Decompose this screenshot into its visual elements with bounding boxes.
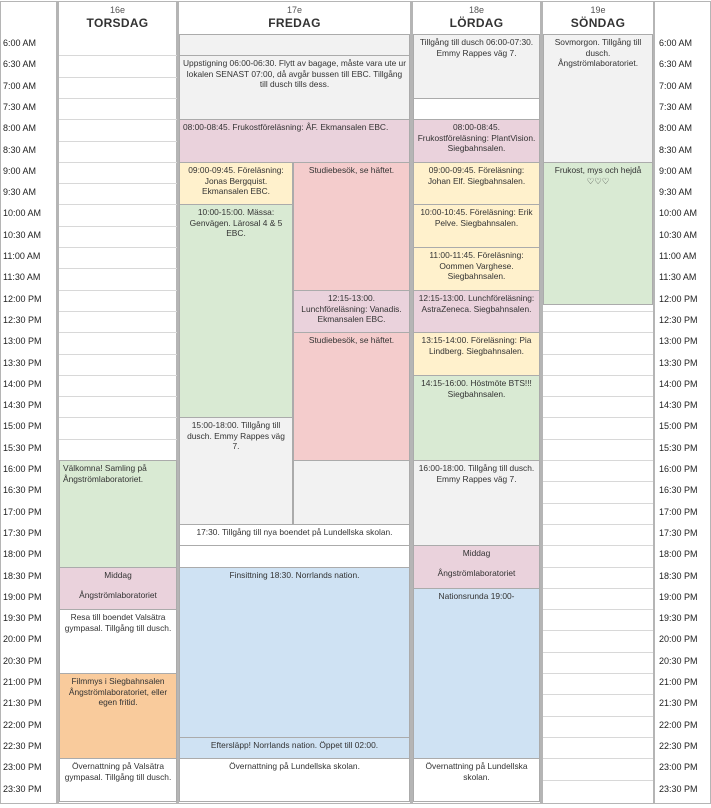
schedule-event (179, 737, 410, 759)
time-label-right: 17:30 PM (659, 528, 698, 538)
time-label-left: 14:00 PM (3, 379, 42, 389)
grid-line (59, 204, 177, 205)
day-date: 17e (286, 5, 303, 15)
grid-line (543, 481, 653, 482)
event-text: Studiebesök, se häftet. (308, 165, 395, 175)
schedule-event (179, 524, 410, 546)
event-text: Övernattning på Valsätra gympasal. Tillgång till dusch. (64, 761, 172, 782)
grid-line (543, 375, 653, 376)
event-text: 15:00-18:00. Tillgång till dusch. Emmy Rappes väg 7. (187, 420, 285, 452)
schedule-event (413, 290, 540, 333)
event-text: 12:15-13:00. Lunchföreläsning: AstraZeneca. Siegbahnsalen. (418, 293, 535, 314)
day-date: 19e (590, 5, 606, 15)
time-label-right: 20:30 PM (659, 656, 698, 666)
schedule-event (413, 758, 540, 802)
schedule-event (59, 758, 177, 802)
time-label-left: 19:30 PM (3, 613, 42, 623)
event-text: Tillgång till dusch 06:00-07:30. Emmy Rappes väg 7. (419, 37, 534, 58)
schedule-event (543, 162, 653, 305)
event-text: 10:00-15:00. Mässa: Genvägen. Lärosal 4 & 5 EBC. (189, 207, 283, 239)
time-label-right: 22:00 PM (659, 720, 698, 730)
time-label-left: 15:00 PM (3, 421, 42, 431)
time-label-left: 8:00 AM (3, 123, 37, 133)
schedule-event (179, 204, 293, 418)
grid-line (59, 162, 177, 163)
grid-line (543, 630, 653, 631)
schedule-event (293, 290, 410, 333)
grid-line (59, 396, 177, 397)
grid-line (543, 673, 653, 674)
schedule-event (179, 119, 410, 163)
time-label-right: 12:00 PM (659, 294, 698, 304)
time-label-left: 11:00 AM (3, 251, 41, 261)
grid-line (543, 652, 653, 653)
schedule-event (413, 98, 540, 120)
schedule-event (413, 247, 540, 291)
schedule-event (59, 460, 177, 568)
grid-line (59, 55, 177, 56)
time-label-right: 11:30 AM (659, 272, 697, 282)
schedule-event (179, 417, 293, 525)
event-text: Studiebesök, se häftet. (308, 335, 395, 345)
grid-line (59, 77, 177, 78)
event-location: Ångströmlaboratoriet (79, 589, 157, 600)
grid-line (59, 311, 177, 312)
time-label-right: 16:30 PM (659, 485, 698, 495)
time-label-left: 18:30 PM (3, 571, 42, 581)
schedule-event (413, 119, 540, 163)
schedule-event (179, 758, 410, 802)
time-label-left: 13:00 PM (3, 336, 42, 346)
time-label-left: 6:00 AM (3, 38, 37, 48)
grid-line (543, 716, 653, 717)
schedule-event (59, 673, 177, 759)
event-text: Filmmys i Siegbahnsalen Ångströmlaboratoriet, eller egen fritid. (68, 676, 168, 708)
time-label-right: 11:00 AM (659, 251, 697, 261)
schedule-event (59, 609, 177, 674)
schedule-event (59, 567, 177, 610)
event-text: 17:30. Tillgång till nya boendet på Lundellska skolan. (196, 527, 393, 537)
time-label-left: 20:00 PM (3, 634, 42, 644)
event-text: 14:15-16:00. Höstmöte BTS!!! Siegbahnsalen. (421, 378, 532, 399)
time-label-right: 10:00 AM (659, 208, 698, 218)
day-header-fredag (179, 2, 410, 35)
event-text: 13:15-14:00. Föreläsning: Pia Lindberg. Siegbahnsalen. (421, 335, 532, 356)
schedule-event (413, 332, 540, 376)
time-label-right: 8:30 AM (659, 145, 693, 155)
event-text: 16:00-18:00. Tillgång till dusch. Emmy Rappes väg 7. (418, 463, 535, 484)
time-label-left: 11:30 AM (3, 272, 41, 282)
schedule-event (179, 162, 293, 205)
event-text: 09:00-09:45. Föreläsning: Johan Elf. Siegbahnsalen. (427, 165, 526, 186)
grid-line (543, 588, 653, 589)
time-label-left: 21:00 PM (3, 677, 42, 687)
event-text: Välkomna! Samling på Ångströmlaboratoriet. (63, 463, 147, 484)
time-label-right: 7:00 AM (659, 81, 693, 91)
grid-line (59, 141, 177, 142)
time-label-left: 22:00 PM (3, 720, 42, 730)
schedule-event (293, 162, 410, 291)
time-label-right: 19:30 PM (659, 613, 698, 623)
day-name: TORSDAG (86, 16, 149, 30)
time-label-left: 19:00 PM (3, 592, 42, 602)
time-label-left: 12:30 PM (3, 315, 42, 325)
time-label-left: 10:00 AM (3, 208, 42, 218)
time-label-right: 18:30 PM (659, 571, 698, 581)
grid-line (543, 439, 653, 440)
event-text: Middag (104, 570, 132, 580)
time-label-left: 15:30 PM (3, 443, 42, 453)
grid-line (59, 183, 177, 184)
time-label-right: 6:30 AM (659, 59, 693, 69)
grid-line (543, 780, 653, 781)
time-label-right: 18:00 PM (659, 549, 698, 559)
event-text: 12:15-13:00. Lunchföreläsning: Vanadis. Ekmansalen EBC. (301, 293, 402, 325)
event-text: Sovmorgon. Tillgång till dusch. Ångströmlaboratoriet. (554, 37, 642, 69)
time-label-right: 12:30 PM (659, 315, 698, 325)
time-label-right: 8:00 AM (659, 123, 693, 133)
event-text: Uppstigning 06:00-06:30. Flytt av bagage, måste vara ute ur lokalen SENAST 07:00, då avgår bussen till EBC. Tillgång till dusch tills dess. (183, 58, 407, 90)
schedule-event (413, 588, 540, 759)
event-text: 10:00-10:45. Föreläsning: Erik Pelve. Siegbahnsalen. (420, 207, 533, 228)
time-label-left: 17:00 PM (3, 507, 42, 517)
schedule-event (413, 375, 540, 461)
grid-line (59, 290, 177, 291)
grid-line (59, 226, 177, 227)
grid-line (59, 354, 177, 355)
time-label-right: 13:00 PM (659, 336, 698, 346)
grid-line (543, 417, 653, 418)
time-label-left: 16:30 PM (3, 485, 42, 495)
event-text: Eftersläpp! Norrlands nation. Öppet till 02:00. (210, 740, 379, 750)
time-label-right: 14:00 PM (659, 379, 698, 389)
schedule-event (293, 460, 410, 525)
time-label-right: 22:30 PM (659, 741, 698, 751)
time-label-left: 21:30 PM (3, 698, 42, 708)
time-label-right: 23:30 PM (659, 784, 698, 794)
time-label-right: 20:00 PM (659, 634, 698, 644)
time-label-right: 17:00 PM (659, 507, 698, 517)
grid-line (59, 332, 177, 333)
time-label-right: 9:00 AM (659, 166, 693, 176)
time-label-right: 21:00 PM (659, 677, 698, 687)
time-label-left: 22:30 PM (3, 741, 42, 751)
event-text: 09:00-09:45. Föreläsning: Jonas Bergquist. Ekmansalen EBC. (188, 165, 284, 197)
schedule-event (413, 460, 540, 546)
grid-line (543, 567, 653, 568)
schedule-event (179, 34, 410, 56)
time-label-right: 15:30 PM (659, 443, 698, 453)
event-text: Övernattning på Lundellska skolan. (425, 761, 528, 782)
schedule-event (179, 55, 410, 120)
schedule-event (413, 162, 540, 205)
grid-line (543, 737, 653, 738)
event-text: Frukost, mys och hejdå ♡♡♡ (554, 165, 642, 186)
time-label-left: 13:30 PM (3, 358, 42, 368)
time-label-right: 10:30 AM (659, 230, 698, 240)
grid-line (543, 503, 653, 504)
time-label-left: 14:30 PM (3, 400, 42, 410)
event-text: Resa till boendet Valsätra gympasal. Tillgång till dusch. (64, 612, 172, 633)
day-header-sondag (543, 2, 653, 35)
day-name: FREDAG (268, 16, 321, 30)
time-label-left: 7:00 AM (3, 81, 37, 91)
grid-line (59, 268, 177, 269)
day-date: 16e (109, 5, 126, 15)
day-header-torsdag (59, 2, 176, 35)
event-text: Nationsrunda 19:00- (438, 591, 515, 601)
event-text: 11:00-11:45. Föreläsning: Oommen Varghese. Siegbahnsalen. (429, 250, 524, 282)
event-text: Middag (462, 548, 491, 558)
time-label-right: 16:00 PM (659, 464, 698, 474)
schedule-event (293, 332, 410, 461)
event-text: 08:00-08:45. Frukostföreläsning: PlantVision. Siegbahnsalen. (417, 122, 536, 154)
schedule-event (179, 567, 410, 738)
grid-line (59, 417, 177, 418)
time-label-left: 17:30 PM (3, 528, 42, 538)
grid-line (543, 545, 653, 546)
event-text: Övernattning på Lundellska skolan. (229, 761, 360, 771)
grid-line (543, 609, 653, 610)
time-label-right: 21:30 PM (659, 698, 698, 708)
time-label-left: 7:30 AM (3, 102, 37, 112)
schedule-event (543, 34, 653, 163)
grid-line (59, 375, 177, 376)
schedule-event (179, 545, 410, 568)
time-label-left: 23:30 PM (3, 784, 42, 794)
time-label-right: 19:00 PM (659, 592, 698, 602)
grid-line (59, 98, 177, 99)
time-label-right: 13:30 PM (659, 358, 698, 368)
time-label-right: 6:00 AM (659, 38, 693, 48)
grid-line (543, 758, 653, 759)
time-label-right: 14:30 PM (659, 400, 698, 410)
time-label-left: 8:30 AM (3, 145, 37, 155)
time-label-left: 9:30 AM (3, 187, 37, 197)
day-date: 18e (468, 5, 485, 15)
schedule-event (413, 34, 540, 99)
time-label-right: 9:30 AM (659, 187, 693, 197)
day-header-lordag (413, 2, 540, 35)
grid-line (543, 332, 653, 333)
schedule-event (413, 204, 540, 248)
day-name: SÖNDAG (570, 16, 626, 30)
grid-line (543, 524, 653, 525)
schedule-event (413, 545, 540, 589)
time-label-left: 6:30 AM (3, 59, 37, 69)
time-label-right: 7:30 AM (659, 102, 693, 112)
grid-line (543, 460, 653, 461)
time-label-right: 23:00 PM (659, 762, 698, 772)
grid-line (59, 247, 177, 248)
grid-line (59, 439, 177, 440)
day-name: LÖRDAG (449, 16, 504, 30)
time-label-left: 18:00 PM (3, 549, 42, 559)
grid-line (543, 396, 653, 397)
time-label-left: 23:00 PM (3, 762, 42, 772)
time-label-left: 10:30 AM (3, 230, 42, 240)
time-label-left: 16:00 PM (3, 464, 42, 474)
time-label-right: 15:00 PM (659, 421, 698, 431)
time-label-left: 12:00 PM (3, 294, 42, 304)
event-location: Ångströmlaboratoriet (437, 567, 516, 578)
event-text: 08:00-08:45. Frukostföreläsning: ÅF. Ekmansalen EBC. (183, 122, 389, 132)
grid-line (543, 354, 653, 355)
grid-line (543, 694, 653, 695)
event-text: Finsittning 18:30. Norrlands nation. (229, 570, 360, 580)
time-label-left: 20:30 PM (3, 656, 42, 666)
grid-line (59, 119, 177, 120)
grid-line (543, 311, 653, 312)
time-label-left: 9:00 AM (3, 166, 37, 176)
